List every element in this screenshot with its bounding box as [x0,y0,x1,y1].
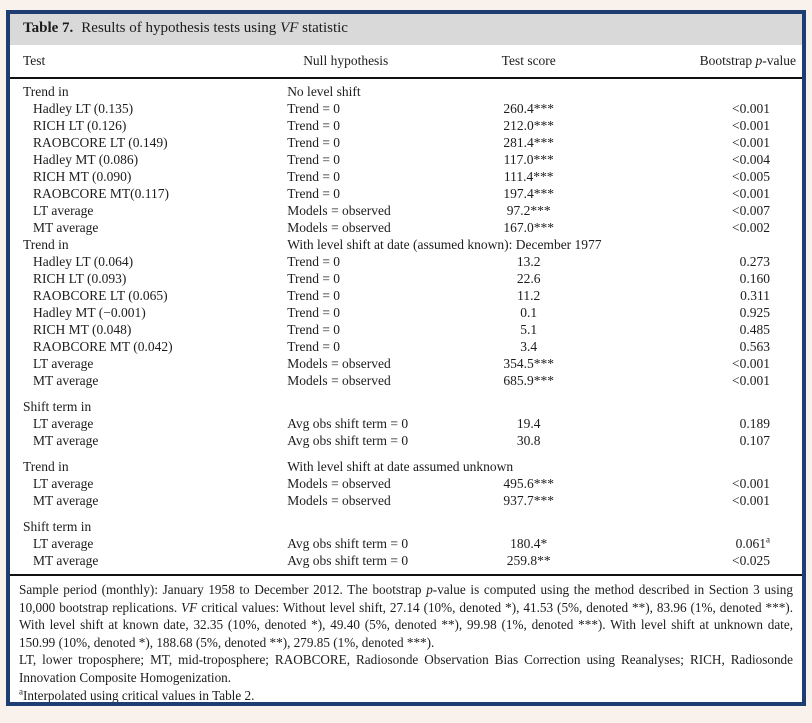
test-score-cell: 167.0*** [503,220,555,235]
test-cell: RICH LT (0.126) [33,118,127,133]
p-value-cell: <0.001 [732,493,770,508]
p-value-superscript: a [766,534,770,545]
test-score-cell: 259.8** [506,553,551,568]
test-score-cell: 5.1 [520,322,538,337]
footnote-sample-period [19,581,793,651]
bootstrap-label-suffix: -value [762,53,796,68]
footnote-text: Sample period (monthly): January 1958 to December 2012. The bootstrap [19,582,427,597]
null-hypothesis-cell: Trend = 0 [287,118,341,133]
test-cell: RAOBCORE LT (0.065) [33,288,168,303]
table-title-bar [10,14,802,45]
null-hypothesis-cell: Trend = 0 [287,288,341,303]
test-cell: RICH MT (0.090) [33,169,132,184]
footnote-vf-italic: VF [181,599,198,615]
null-hypothesis-cell: Models = observed [287,203,391,218]
null-hypothesis-cell: Models = observed [287,493,391,508]
col-header-test: Test [10,47,287,78]
footnote-text: critical values: Without level shift, 27.14 (10%, denoted *), 41.53 (5%, denoted **), 83.96 (1%, denoted ***). With level shift at known date, 32.35 (10%, denoted *), 49.40 (5%, denoted **), 99.98 (1%, denoted ***). With level shift at unknown date, 150.99 (10%, denoted *), 188.68 (5%, denoted **), 279.85 (1%, denoted ***). [19,599,793,650]
test-score-cell: 0.1 [520,305,538,320]
null-hypothesis-cell: Trend = 0 [287,169,341,184]
table-row [10,321,802,338]
p-value-cell: <0.001 [732,476,770,491]
p-value-cell: 0.160 [739,271,770,286]
null-hypothesis-cell: Avg obs shift term = 0 [287,536,409,551]
footnote-abbreviations: LT, lower troposphere; MT, mid-troposphere; RAOBCORE, Radiosonde Observation Bias Correction using Reanalyses; RICH, Radiosonde Innovation Composite Homogenization. [19,652,793,685]
section-row [10,509,802,535]
test-score-cell: 11.2 [517,288,541,303]
section-row [10,449,802,475]
p-value-cell: 0.061$^a$ [735,534,770,551]
null-hypothesis-cell: Trend = 0 [287,271,341,286]
table-row [10,134,802,151]
null-hypothesis-cell: Avg obs shift term = 0 [287,416,409,431]
header-row [10,47,802,78]
table-row [10,475,802,492]
test-cell: Hadley MT (−0.001) [33,305,146,320]
p-value-cell: 0.563 [739,339,770,354]
null-hypothesis-cell: Trend = 0 [287,254,341,269]
test-score-cell: 30.8 [516,433,541,448]
test-score-cell: 22.6 [516,271,541,286]
table-body [10,78,802,569]
null-hypothesis-cell: Trend = 0 [287,305,341,320]
table-row [10,270,802,287]
section-row [10,78,802,100]
footnote-text: -value is computed using the method described in Section 3 using 10,000 bootstrap replications. [19,582,793,615]
test-cell: RAOBCORE LT (0.149) [33,135,168,150]
null-hypothesis-cell: Trend = 0 [287,152,341,167]
test-score-cell: 13.2 [516,254,541,269]
table-number: Table 7. [23,20,74,36]
p-value-cell: 0.925 [739,305,770,320]
test-score-cell: 180.4* [510,536,548,551]
table-row [10,338,802,355]
test-score-cell: 111.4*** [503,169,554,184]
bootstrap-label-p: p [755,53,763,68]
test-score-cell: 281.4*** [503,135,555,150]
null-hypothesis-cell: Trend = 0 [287,186,341,201]
null-hypothesis-cell: Avg obs shift term = 0 [287,553,409,568]
test-cell: Hadley MT (0.086) [33,152,139,167]
table-row [10,415,802,432]
test-score-cell: 97.2*** [506,203,551,218]
test-cell: MT average [33,493,99,508]
table-row [10,304,802,321]
p-value-cell: <0.001 [732,373,770,388]
p-value-cell: <0.004 [732,152,770,167]
footnote-interpolated [19,687,793,705]
footnote-p-italic: p [426,582,433,597]
test-score-cell: 3.4 [520,339,538,354]
table-row [10,117,802,134]
results-table [10,47,802,569]
table-caption-text: Results of hypothesis tests using [81,20,281,36]
section-row [10,389,802,415]
test-score-cell: 212.0*** [503,118,555,133]
p-value-cell: <0.001 [732,356,770,371]
p-value-cell: <0.001 [732,118,770,133]
p-value-cell: 0.189 [739,416,770,431]
p-value-cell: <0.001 [732,135,770,150]
table-row [10,287,802,304]
table-caption-vf: VF [280,20,299,36]
test-cell: Hadley LT (0.135) [33,101,134,116]
p-value-cell: <0.007 [732,203,770,218]
null-hypothesis-cell: With level shift at date (assumed known): December 1977 [287,237,602,252]
footnote-a-superscript: a [19,686,23,697]
test-cell: LT average [33,356,94,371]
p-value-cell: <0.001 [732,186,770,201]
test-cell: Trend in [23,459,69,474]
col-header-test-score: Test score [454,47,604,78]
test-cell: MT average [33,220,99,235]
table-row [10,202,802,219]
table-row [10,100,802,117]
null-hypothesis-cell [287,509,802,535]
test-cell: LT average [33,203,94,218]
test-cell: MT average [33,553,99,568]
table-row [10,185,802,202]
test-cell: Shift term in [23,399,92,414]
null-hypothesis-cell: Trend = 0 [287,322,341,337]
p-value-cell: 0.273 [739,254,770,269]
test-cell: RAOBCORE MT (0.042) [33,339,173,354]
p-value-cell: <0.005 [732,169,770,184]
table-row [10,432,802,449]
test-cell: Shift term in [23,519,92,534]
p-value-cell: 0.311 [740,288,770,303]
col-header-null-hypothesis: Null hypothesis [287,47,453,78]
table-row [10,492,802,509]
bootstrap-label-prefix: Bootstrap [699,53,756,68]
section-row [10,236,802,253]
test-score-cell: 117.0*** [503,152,554,167]
table7-container [6,10,806,706]
p-value-cell: 0.107 [739,433,770,448]
null-hypothesis-cell: Models = observed [287,356,391,371]
test-cell: LT average [33,416,94,431]
test-cell: RICH LT (0.093) [33,271,127,286]
table-row [10,535,802,552]
table-footnotes [10,574,802,704]
test-cell: MT average [33,373,99,388]
null-hypothesis-cell: Models = observed [287,373,391,388]
table-row [10,253,802,270]
table-row [10,168,802,185]
null-hypothesis-cell: Avg obs shift term = 0 [287,433,409,448]
null-hypothesis-cell: With level shift at date assumed unknown [287,459,514,474]
table-row [10,151,802,168]
p-value-cell: 0.485 [739,322,770,337]
null-hypothesis-cell: Trend = 0 [287,101,341,116]
test-cell: Trend in [23,84,69,99]
test-cell: Hadley LT (0.064) [33,254,134,269]
p-value-cell: <0.002 [732,220,770,235]
test-cell: LT average [33,536,94,551]
null-hypothesis-cell: Trend = 0 [287,339,341,354]
test-score-cell: 685.9*** [503,373,555,388]
test-score-cell: 260.4*** [503,101,555,116]
test-cell: MT average [33,433,99,448]
test-score-cell: 354.5*** [503,356,555,371]
test-cell: LT average [33,476,94,491]
table-caption-tail: statistic [298,20,348,36]
null-hypothesis-cell: Trend = 0 [287,135,341,150]
null-hypothesis-cell: No level shift [287,84,361,99]
p-value-cell: <0.025 [732,553,770,568]
test-cell: Trend in [23,237,69,252]
table-row [10,355,802,372]
table-row [10,372,802,389]
p-value-cell: <0.001 [732,101,770,116]
null-hypothesis-cell: Models = observed [287,476,391,491]
table-row [10,219,802,236]
null-hypothesis-cell [287,389,802,415]
test-cell: RAOBCORE MT(0.117) [33,186,170,201]
test-cell: RICH MT (0.048) [33,322,132,337]
footnote-a-text: Interpolated using critical values in Table 2. [23,687,255,703]
test-score-cell: 197.4*** [503,186,555,201]
test-score-cell: 937.7*** [503,493,555,508]
null-hypothesis-cell: Models = observed [287,220,391,235]
table-row [10,552,802,569]
col-header-bootstrap-p-value [604,47,802,78]
test-score-cell: 495.6*** [503,476,555,491]
test-score-cell: 19.4 [516,416,541,431]
